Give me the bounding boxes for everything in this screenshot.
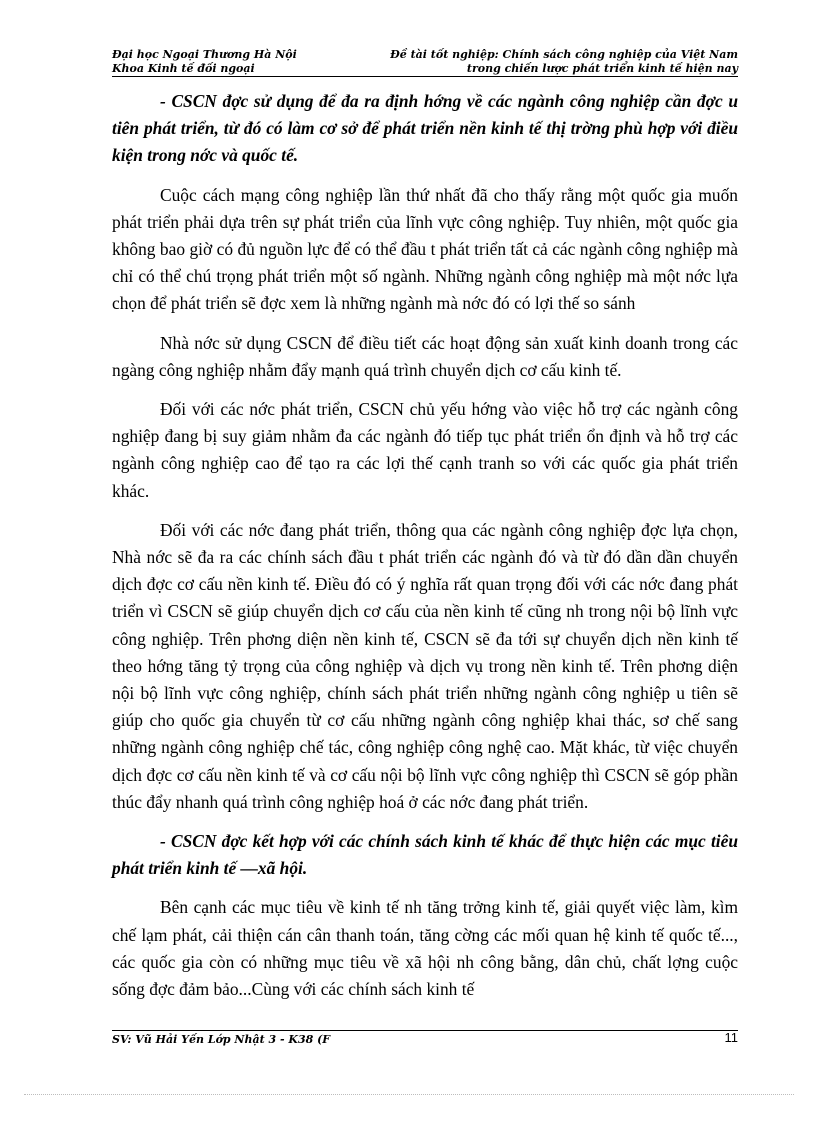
section-heading-paragraph: - CSCN đợc sử dụng để đa ra định hớng về các ngành công nghiệp cần đợc u tiên phát triển, từ đó có làm cơ sở để phát triển nền kinh tế thị trờng phù hợp với điều kiện trong nớc và quốc tế. — [112, 91, 738, 166]
footer-divider — [112, 1030, 738, 1031]
section-heading-paragraph: - CSCN đợc kết hợp với các chính sách kinh tế khác để thực hiện các mục tiêu phát triển kinh tế —xã hội. — [112, 831, 738, 879]
page-header — [112, 48, 738, 76]
body-paragraph: Đối với các nớc phát triển, CSCN chủ yếu hớng vào việc hỗ trợ các ngành công nghiệp đang bị suy giảm nhằm đa các ngành đó tiếp tục phát triển ổn định và hỗ trợ các ngành công nghiệp cao để tạo ra các lợi thế cạnh tranh so với các quốc gia phát triển khác. — [112, 399, 738, 501]
body-text — [112, 88, 738, 1015]
header-faculty: Khoa Kinh tế đối ngoại — [112, 62, 255, 75]
page-break-dotted-line — [24, 1094, 794, 1095]
body-paragraph: Bên cạnh các mục tiêu về kinh tế nh tăng trởng kinh tế, giải quyết việc làm, kìm chế lạm phát, cải thiện cán cân thanh toán, tăng cờng các mối quan hệ kinh tế quốc tế..., các quốc gia còn có những mục tiêu về xã hội nh công bằng, dân chủ, chất lợng cuộc sống đợc đảm bảo...Cùng với các chính sách kinh tế — [112, 897, 738, 1000]
page-number: 11 — [724, 1030, 738, 1045]
header-divider — [112, 76, 738, 77]
body-paragraph: Đối với các nớc đang phát triển, thông qua các ngành công nghiệp đợc lựa chọn, Nhà nớc sẽ đa ra các chính sách đầu t phát triển các ngành đó và từ đó dần dần chuyển dịch đợc cơ cấu nền kinh tế. Điều đó có ý nghĩa rất quan trọng đối với các nớc đang phát triển vì CSCN sẽ giúp chuyển dịch cơ cấu của nền kinh tế cũng nh trong nội bộ lĩnh vực công nghiệp. Trên phơng diện nền kinh tế, CSCN sẽ đa tới sự chuyển dịch nền kinh tế theo hớng tăng tỷ trọng của công nghiệp và dịch vụ trong nền kinh tế. Trên phơng diện nội bộ lĩnh vực công nghiệp, chính sách phát triển những ngành công nghiệp u tiên sẽ giúp cho quốc gia chuyển từ cơ cấu những ngành công nghiệp khai thác, sơ chế sang những ngành công nghiệp chế tác, công nghiệp công nghệ cao. Mặt khác, từ việc chuyển dịch đợc cơ cấu nền kinh tế và cơ cấu nội bộ lĩnh vực công nghiệp thì CSCN sẽ góp phần thúc đẩy nhanh quá trình công nghiệp hoá ở các nớc đang phát triển. — [112, 519, 738, 812]
header-university: Đại học Ngoại Thương Hà Nội — [112, 48, 297, 61]
body-paragraph: Nhà nớc sử dụng CSCN để điều tiết các hoạt động sản xuất kinh doanh trong các ngàng công nghiệp nhằm đẩy mạnh quá trình chuyển dịch cơ cấu kinh tế. — [112, 332, 738, 380]
footer-student-info: SV: Vũ Hải Yến Lớp Nhật 3 - K38 (F — [112, 1033, 331, 1046]
body-paragraph: Cuộc cách mạng công nghiệp lần thứ nhất đã cho thấy rằng một quốc gia muốn phát triển phải dựa trên sự phát triển của lĩnh vực công nghiệp. Tuy nhiên, một quốc gia không bao giờ có đủ nguồn lực để có thể đầu t phát triển tất cả các ngành công nghiệp mà chỉ có thể chú trọng phát triển một số ngành. Những ngành công nghiệp mà một nớc lựa chọn để phát triển sẽ đợc xem là những ngành mà nớc đó có lợi thế so sánh — [112, 184, 738, 314]
header-thesis-title: Đề tài tốt nghiệp: Chính sách công nghiệp của Việt Nam — [390, 48, 738, 61]
header-thesis-subtitle: trong chiến lược phát triển kinh tế hiện nay — [466, 62, 738, 75]
